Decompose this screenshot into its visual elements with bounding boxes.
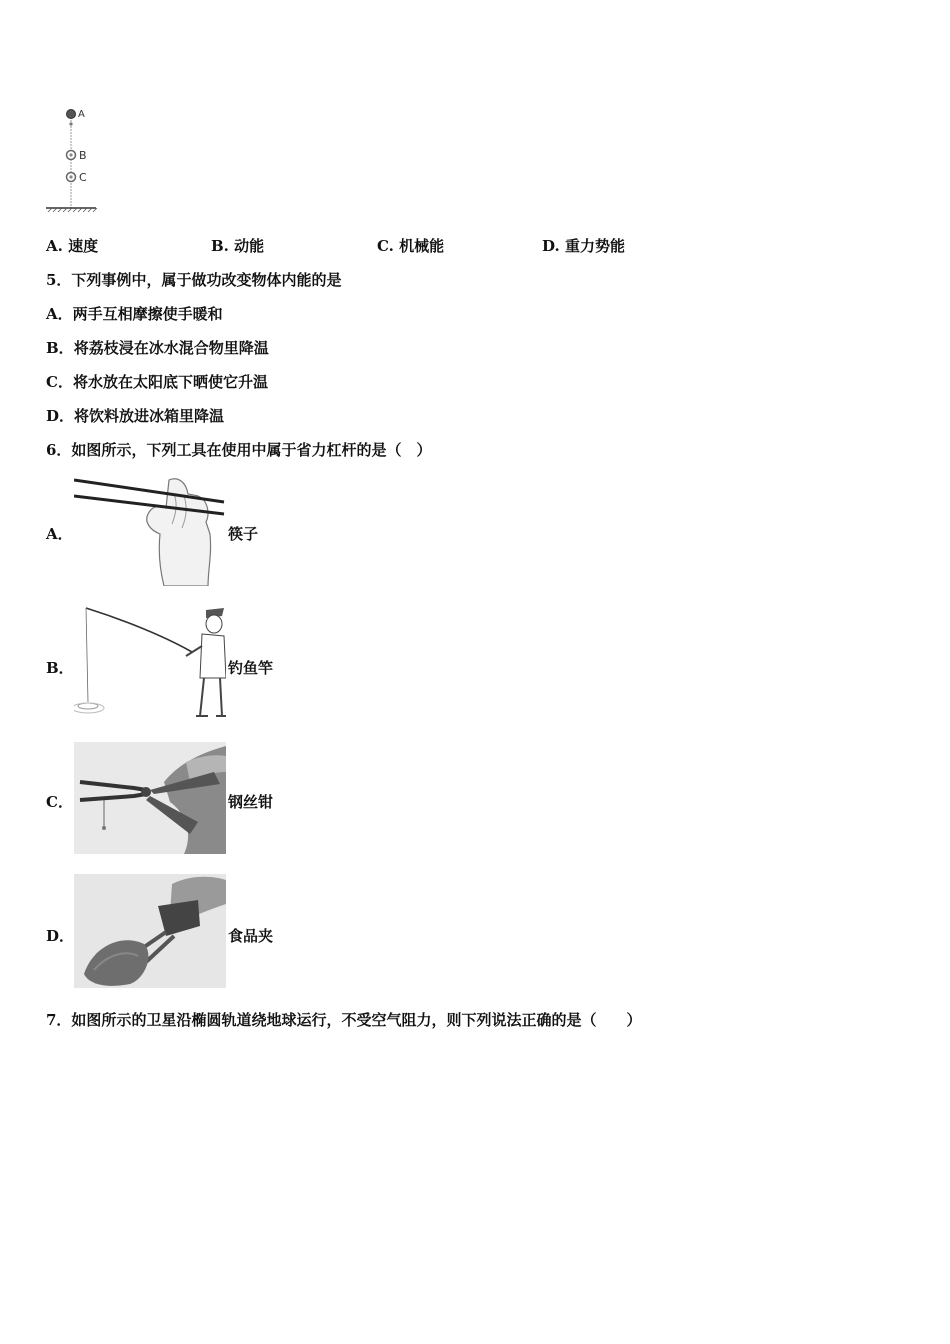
q5-option-a — [46, 304, 223, 324]
chopsticks-image — [74, 474, 226, 586]
q5-option-c-letter: C． — [46, 373, 73, 391]
q6-option-c-caption: 钢丝钳 — [228, 793, 274, 811]
q5-option-b-text: 将荔枝浸在冰水混合物里降温 — [73, 339, 269, 357]
q5-option-b-letter: B． — [46, 339, 74, 357]
q6-option-d-caption: 食品夹 — [228, 927, 274, 945]
q5-option-d-text: 将饮料放进冰箱里降温 — [74, 407, 225, 425]
q4-option-d-text: 重力势能 — [564, 237, 625, 255]
pliers-image — [74, 742, 226, 854]
food-tongs-image — [74, 874, 226, 988]
q6-option-a-caption: 筷子 — [228, 525, 259, 543]
q4-option-c-text: 机械能 — [399, 237, 445, 255]
q5-stem: 5．下列事例中，属于做功改变物体内能的是 — [46, 271, 342, 289]
q4-option-b-letter: B. — [211, 237, 229, 255]
q4-option-d — [542, 236, 625, 256]
q6-option-c-letter: C． — [46, 793, 73, 811]
q4-option-c — [377, 236, 444, 256]
q6-option-d-letter: D． — [46, 927, 75, 945]
label-a: A — [78, 109, 85, 120]
q6-option-a-letter: A． — [46, 525, 73, 543]
q5-option-d-letter: D． — [46, 407, 75, 425]
q4-option-a-text: 速度 — [68, 237, 99, 255]
q5-option-c — [46, 372, 268, 392]
q5-option-a-text: 两手互相摩擦使手暖和 — [72, 305, 223, 323]
falling-ball-figure — [44, 104, 104, 216]
label-b: B — [79, 149, 87, 162]
q6-option-b-letter: B． — [46, 659, 74, 677]
ball-a-icon — [67, 110, 76, 119]
q5-option-d — [46, 406, 224, 426]
q5-option-c-text: 将水放在太阳底下晒使它升温 — [72, 373, 268, 391]
q4-option-c-letter: C. — [377, 237, 394, 255]
q4-option-a-letter: A. — [46, 237, 63, 255]
q4-option-b-text: 动能 — [234, 237, 265, 255]
q6-option-b-caption: 钓鱼竿 — [228, 659, 274, 677]
q4-option-b — [211, 236, 264, 256]
q7-stem: 7．如图所示的卫星沿椭圆轨道绕地球运行，不受空气阻力，则下列说法正确的是（ ） — [46, 1011, 642, 1029]
label-c: C — [79, 171, 87, 184]
q4-option-a — [46, 236, 98, 256]
fishing-rod-image — [74, 606, 226, 718]
q4-option-d-letter: D. — [542, 237, 560, 255]
q5-option-b — [46, 338, 269, 358]
q6-stem: 6．如图所示，下列工具在使用中属于省力杠杆的是（ ） — [46, 441, 432, 459]
q5-option-a-letter: A． — [46, 305, 73, 323]
